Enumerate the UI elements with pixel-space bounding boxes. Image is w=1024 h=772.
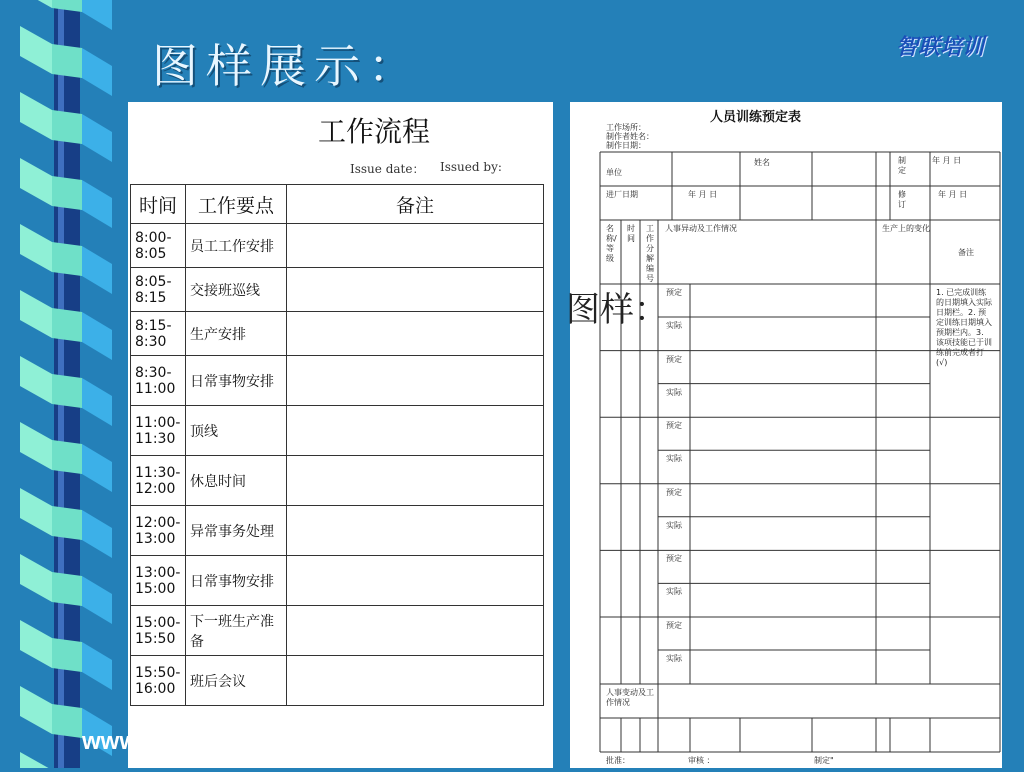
row-time: 13:00-15:00 (131, 556, 186, 606)
header-task: 工作要点 (186, 185, 287, 224)
row-notes (287, 356, 544, 406)
entry-date-label: 进厂日期 (606, 190, 638, 199)
row-notes (287, 456, 544, 506)
plan-label: 预定 (666, 421, 682, 431)
actual-label: 实际 (666, 654, 682, 663)
row-task: 生产安排 (186, 312, 287, 356)
col-prod: 生产上的变化 (882, 224, 930, 233)
row-task: 日常事物安排 (186, 356, 287, 406)
plan-label: 预定 (666, 288, 682, 297)
header-time: 时间 (131, 185, 186, 224)
issued-by-label: Issued by: (440, 160, 502, 174)
training-title: 人员训练预定表 (710, 110, 802, 125)
row-task: 交接班巡线 (186, 268, 287, 312)
plan-label: 预定 (666, 621, 682, 630)
row-notes (287, 224, 544, 268)
actual-label: 实际 (666, 387, 682, 397)
row-time: 8:15-8:30 (131, 312, 186, 356)
row-task: 班后会议 (186, 656, 287, 706)
table-row (131, 606, 544, 656)
instructions-note: 1. 已完成训练的日期填入实际日期栏。2. 预定训练日期填入预期栏内。3. 该项技能已于训练前完成者打(√) (936, 288, 992, 367)
table-row (131, 506, 544, 556)
table-row (131, 406, 544, 456)
plan-label: 预定 (666, 354, 682, 364)
row-time: 11:30-12:00 (131, 456, 186, 506)
workflow-table (130, 184, 544, 706)
issue-date-label: Issue date： (350, 162, 425, 176)
row-time: 8:05-8:15 (131, 268, 186, 312)
row-time: 8:30-11:00 (131, 356, 186, 406)
row-notes (287, 506, 544, 556)
sample-overlay-label: 图样： (566, 290, 668, 330)
col-decomp: 工作分解编号 (646, 224, 654, 283)
table-row (131, 656, 544, 706)
row-task: 休息时间 (186, 456, 287, 506)
row-notes (287, 406, 544, 456)
actual-label: 实际 (666, 520, 682, 530)
slide-title: 图样展示： (152, 39, 422, 93)
row-task: 下一班生产准备 (186, 606, 287, 656)
maker-label: 制定" (814, 756, 834, 765)
row-notes (287, 656, 544, 706)
row-time: 11:00-11:30 (131, 406, 186, 456)
training-schedule-document (570, 102, 1002, 768)
row-time: 12:00-13:00 (131, 506, 186, 556)
approve-label: 批准： (606, 756, 630, 765)
row-task: 异常事务处理 (186, 506, 287, 556)
ribbon-segments (0, 0, 112, 768)
col-change: 人事异动及工作情况 (665, 224, 737, 233)
row-notes (287, 312, 544, 356)
row-task: 员工工作安排 (186, 224, 287, 268)
plan-label: 预定 (666, 554, 682, 564)
row-time: 8:00-8:05 (131, 224, 186, 268)
actual-label: 实际 (666, 321, 682, 330)
table-row (131, 312, 544, 356)
workflow-title: 工作流程 (318, 115, 431, 148)
unit-label: 单位 (606, 168, 622, 177)
actual-label: 实际 (666, 454, 682, 464)
name-label: 姓名 (754, 158, 770, 167)
meta-workplace: 工作场所： (606, 123, 646, 132)
col-time: 时间 (627, 224, 635, 243)
footer-url: www (82, 728, 139, 755)
made-date: 年 月 日 (932, 156, 962, 165)
row-notes (287, 268, 544, 312)
entry-date-value: 年 月 日 (688, 190, 718, 199)
revise-date: 年 月 日 (938, 190, 968, 199)
row-time: 15:50-16:00 (131, 656, 186, 706)
workflow-rows (131, 224, 544, 706)
table-row (131, 456, 544, 506)
review-label: 审核 ： (688, 756, 715, 765)
actual-label: 实际 (666, 587, 682, 597)
brand-logo: 智联培训 (895, 35, 984, 60)
table-row (131, 268, 544, 312)
table-row (131, 356, 544, 406)
revise-label: 修订 (898, 190, 906, 209)
training-grid (570, 102, 1002, 768)
table-row (131, 224, 544, 268)
table-row (131, 556, 544, 606)
row-task: 顶线 (186, 406, 287, 456)
made-label: 制定 (898, 156, 906, 175)
row-notes (287, 556, 544, 606)
header-notes: 备注 (287, 185, 544, 224)
workflow-document (128, 102, 553, 768)
row-time: 15:00-15:50 (131, 606, 186, 656)
col-note: 备注 (958, 248, 974, 257)
plan-label: 预定 (666, 487, 682, 497)
personnel-change-label: 人事变动及工作情况 (606, 688, 654, 707)
row-notes (287, 606, 544, 656)
row-task: 日常事物安排 (186, 556, 287, 606)
meta-author: 制作者姓名： (606, 132, 654, 141)
col-level: 名称/等级 (606, 224, 617, 263)
meta-date: 制作日期： (606, 141, 646, 150)
